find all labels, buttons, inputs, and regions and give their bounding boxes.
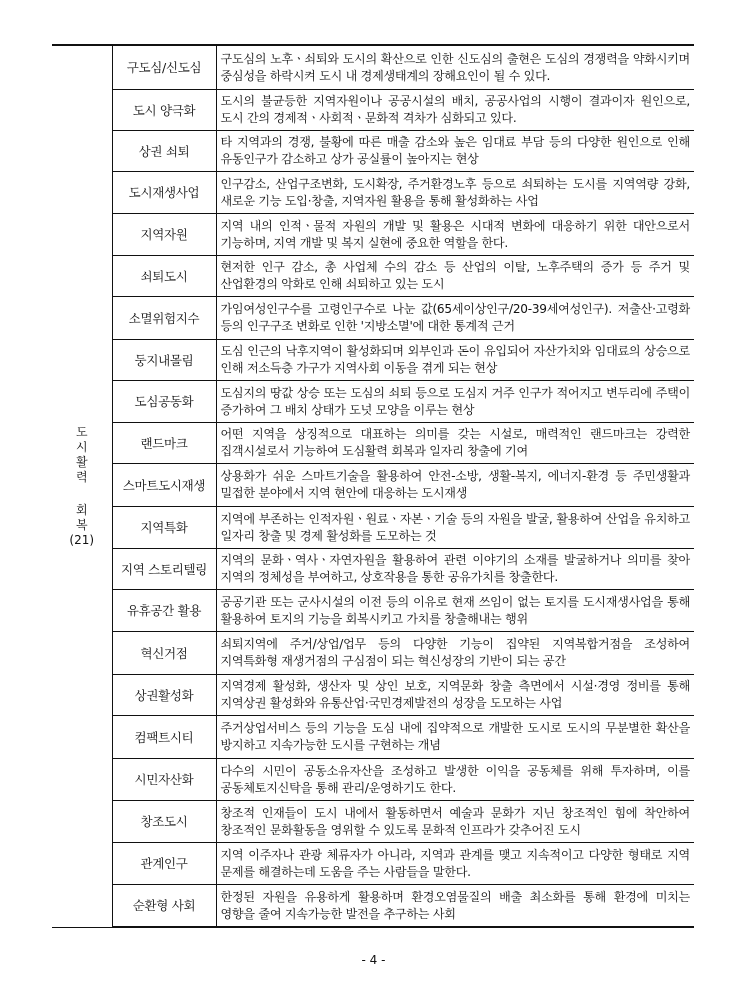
definition-cell: 가임여성인구수를 고령인구수로 나눈 값(65세이상인구/20-39세여성인구). 저출산·고령화 등의 인구구조 변화로 인한 '지방소멸'에 대한 통계적 근거 bbox=[216, 296, 694, 339]
glossary-row bbox=[52, 463, 694, 506]
term-cell: 지역특화 bbox=[112, 506, 216, 548]
definition-cell: 도심지의 땅값 상승 또는 도심의 쇠퇴 등으로 도심지 거주 인구가 적어지고 변두리에 주택이 증가하여 그 배치 상태가 도넛 모양을 이루는 현상 bbox=[216, 380, 694, 422]
definition-cell: 쇠퇴지역에 주거/상업/업무 등의 다양한 기능이 집약된 지역복합거점을 조성하여 지역특화형 재생거점의 구심점이 되는 혁신성장의 기반이 되는 공간 bbox=[216, 631, 694, 674]
page-number: - 4 - bbox=[361, 953, 386, 967]
definition-cell: 지역경제 활성화, 생산자 및 상인 보호, 지역문화 창출 측면에서 시설·경영 정비를 통해 지역상권 활성화와 유통산업·국민경제발전의 성장을 도모하는 사업 bbox=[216, 674, 694, 715]
term-cell: 소멸위험지수 bbox=[112, 296, 216, 339]
glossary-body bbox=[52, 45, 694, 927]
term-cell: 혁신거점 bbox=[112, 631, 216, 674]
term-cell: 스마트도시재생 bbox=[112, 463, 216, 506]
term-cell: 쇠퇴도시 bbox=[112, 255, 216, 296]
term-cell: 유휴공간 활용 bbox=[112, 589, 216, 631]
glossary-row bbox=[52, 255, 694, 296]
term-cell: 상권활성화 bbox=[112, 674, 216, 715]
category-char: 회 bbox=[75, 502, 88, 517]
definition-cell: 공공기관 또는 군사시설의 이전 등의 이유로 현재 쓰임이 없는 토지를 도시재생사업을 통해 활용하여 토지의 기능을 회복시키고 가치를 창출해내는 행위 bbox=[216, 589, 694, 631]
term-cell: 순환형 사회 bbox=[112, 884, 216, 927]
definition-cell: 타 지역과의 경쟁, 불황에 따른 매출 감소와 높은 임대료 부담 등의 다양한 원인으로 인해 유동인구가 감소하고 상가 공실률이 높아지는 현상 bbox=[216, 130, 694, 171]
definition-cell: 지역 이주자나 관광 체류자가 아니라, 지역과 관계를 맺고 지속적이고 다양한 형태로 지역 문제를 해결하는데 도움을 주는 사람들을 말한다. bbox=[216, 842, 694, 884]
glossary-row bbox=[52, 45, 694, 89]
definition-cell: 인구감소, 산업구조변화, 도시확장, 주거환경노후 등으로 쇠퇴하는 도시를 지역역량 강화, 새로운 기능 도입·창출, 지역자원 활용을 통해 활성화하는 사업 bbox=[216, 171, 694, 213]
glossary-row bbox=[52, 631, 694, 674]
term-cell: 창조도시 bbox=[112, 800, 216, 842]
definition-cell: 어떤 지역을 상징적으로 대표하는 의미를 갖는 시설로, 매력적인 랜드마크는 강력한 집객시설로서 기능하여 도심활력 회복과 일자리 창출에 기여 bbox=[216, 422, 694, 463]
term-cell: 컴팩트시티 bbox=[112, 715, 216, 758]
glossary-row bbox=[52, 213, 694, 255]
definition-cell: 구도심의 노후ㆍ쇠퇴와 도시의 확산으로 인한 신도심의 출현은 도심의 경쟁력을 약화시키며 중심성을 하락시켜 도시 내 경제생태계의 장해요인이 될 수 있다. bbox=[216, 45, 694, 89]
glossary-row bbox=[52, 422, 694, 463]
category-char: 활 bbox=[75, 454, 88, 469]
glossary-row bbox=[52, 339, 694, 380]
glossary-row bbox=[52, 130, 694, 171]
glossary-row bbox=[52, 296, 694, 339]
glossary-row bbox=[52, 589, 694, 631]
term-cell: 지역 스토리텔링 bbox=[112, 548, 216, 589]
category-cell bbox=[52, 45, 112, 927]
definition-cell: 도심 인근의 낙후지역이 활성화되며 외부인과 돈이 유입되어 자산가치와 임대료의 상승으로 인해 저소득층 가구가 지역사회 이동을 겪게 되는 현상 bbox=[216, 339, 694, 380]
glossary-table bbox=[52, 44, 694, 928]
term-cell: 도심공동화 bbox=[112, 380, 216, 422]
category-char: 력 bbox=[75, 469, 88, 484]
glossary-row bbox=[52, 171, 694, 213]
category-count: (21) bbox=[69, 532, 95, 547]
term-cell: 도시 양극화 bbox=[112, 89, 216, 130]
term-cell: 구도심/신도심 bbox=[112, 45, 216, 89]
term-cell: 관계인구 bbox=[112, 842, 216, 884]
category-char: 복 bbox=[75, 517, 88, 532]
glossary-row bbox=[52, 548, 694, 589]
glossary-row bbox=[52, 758, 694, 800]
definition-cell: 상용화가 쉬운 스마트기술을 활용하여 안전-소방, 생활-복지, 에너지-환경 등 주민생활과 밀접한 분야에서 지역 현안에 대응하는 도시재생 bbox=[216, 463, 694, 506]
definition-cell: 지역 내의 인적ㆍ물적 자원의 개발 및 활용은 시대적 변화에 대응하기 위한 대안으로서 기능하며, 지역 개발 및 복지 실현에 중요한 역할을 한다. bbox=[216, 213, 694, 255]
term-cell: 지역자원 bbox=[112, 213, 216, 255]
glossary-row bbox=[52, 89, 694, 130]
glossary-row bbox=[52, 674, 694, 715]
glossary-row bbox=[52, 800, 694, 842]
category-gap bbox=[52, 485, 112, 503]
definition-cell: 창조적 인재들이 도시 내에서 활동하면서 예술과 문화가 지닌 창조적인 힘에 착안하여 창조적인 문화활동을 영위할 수 있도록 문화적 인프라가 갖추어진 도시 bbox=[216, 800, 694, 842]
term-cell: 랜드마크 bbox=[112, 422, 216, 463]
term-cell: 도시재생사업 bbox=[112, 171, 216, 213]
term-cell: 둥지내몰림 bbox=[112, 339, 216, 380]
category-char: 시 bbox=[75, 439, 88, 454]
definition-cell: 주거상업서비스 등의 기능을 도심 내에 집약적으로 개발한 도시로 도시의 무분별한 확산을 방지하고 지속가능한 도시를 구현하는 개념 bbox=[216, 715, 694, 758]
glossary-row bbox=[52, 715, 694, 758]
definition-cell: 한정된 자원을 유용하게 활용하며 환경오염물질의 배출 최소화를 통해 환경에 미치는 영향을 줄여 지속가능한 발전을 추구하는 사회 bbox=[216, 884, 694, 927]
glossary-row bbox=[52, 380, 694, 422]
category-char: 도 bbox=[75, 424, 88, 439]
definition-cell: 현저한 인구 감소, 총 사업체 수의 감소 등 산업의 이탈, 노후주택의 증가 등 주거 및 산업환경의 악화로 인해 쇠퇴하고 있는 도시 bbox=[216, 255, 694, 296]
term-cell: 시민자산화 bbox=[112, 758, 216, 800]
definition-cell: 지역에 부존하는 인적자원ㆍ원료ㆍ자본ㆍ기술 등의 자원을 발굴, 활용하여 산업을 유치하고 일자리 창출 및 경제 활성화를 도모하는 것 bbox=[216, 506, 694, 548]
definition-cell: 다수의 시민이 공동소유자산을 조성하고 발생한 이익을 공동체를 위해 투자하며, 이를 공동체토지신탁을 통해 관리/운영하기도 한다. bbox=[216, 758, 694, 800]
definition-cell: 지역의 문화ㆍ역사ㆍ자연자원을 활용하여 관련 이야기의 소재를 발굴하거나 의미를 찾아 지역의 정체성을 부여하고, 상호작용을 통한 공유가치를 창출한다. bbox=[216, 548, 694, 589]
definition-cell: 도시의 불균등한 지역자원이나 공공시설의 배치, 공공사업의 시행이 결과이자 원인으로, 도시 간의 경제적ㆍ사회적ㆍ문화적 격차가 심화되고 있다. bbox=[216, 89, 694, 130]
term-cell: 상권 쇠퇴 bbox=[112, 130, 216, 171]
glossary-row bbox=[52, 842, 694, 884]
glossary-row bbox=[52, 884, 694, 927]
glossary-row bbox=[52, 506, 694, 548]
